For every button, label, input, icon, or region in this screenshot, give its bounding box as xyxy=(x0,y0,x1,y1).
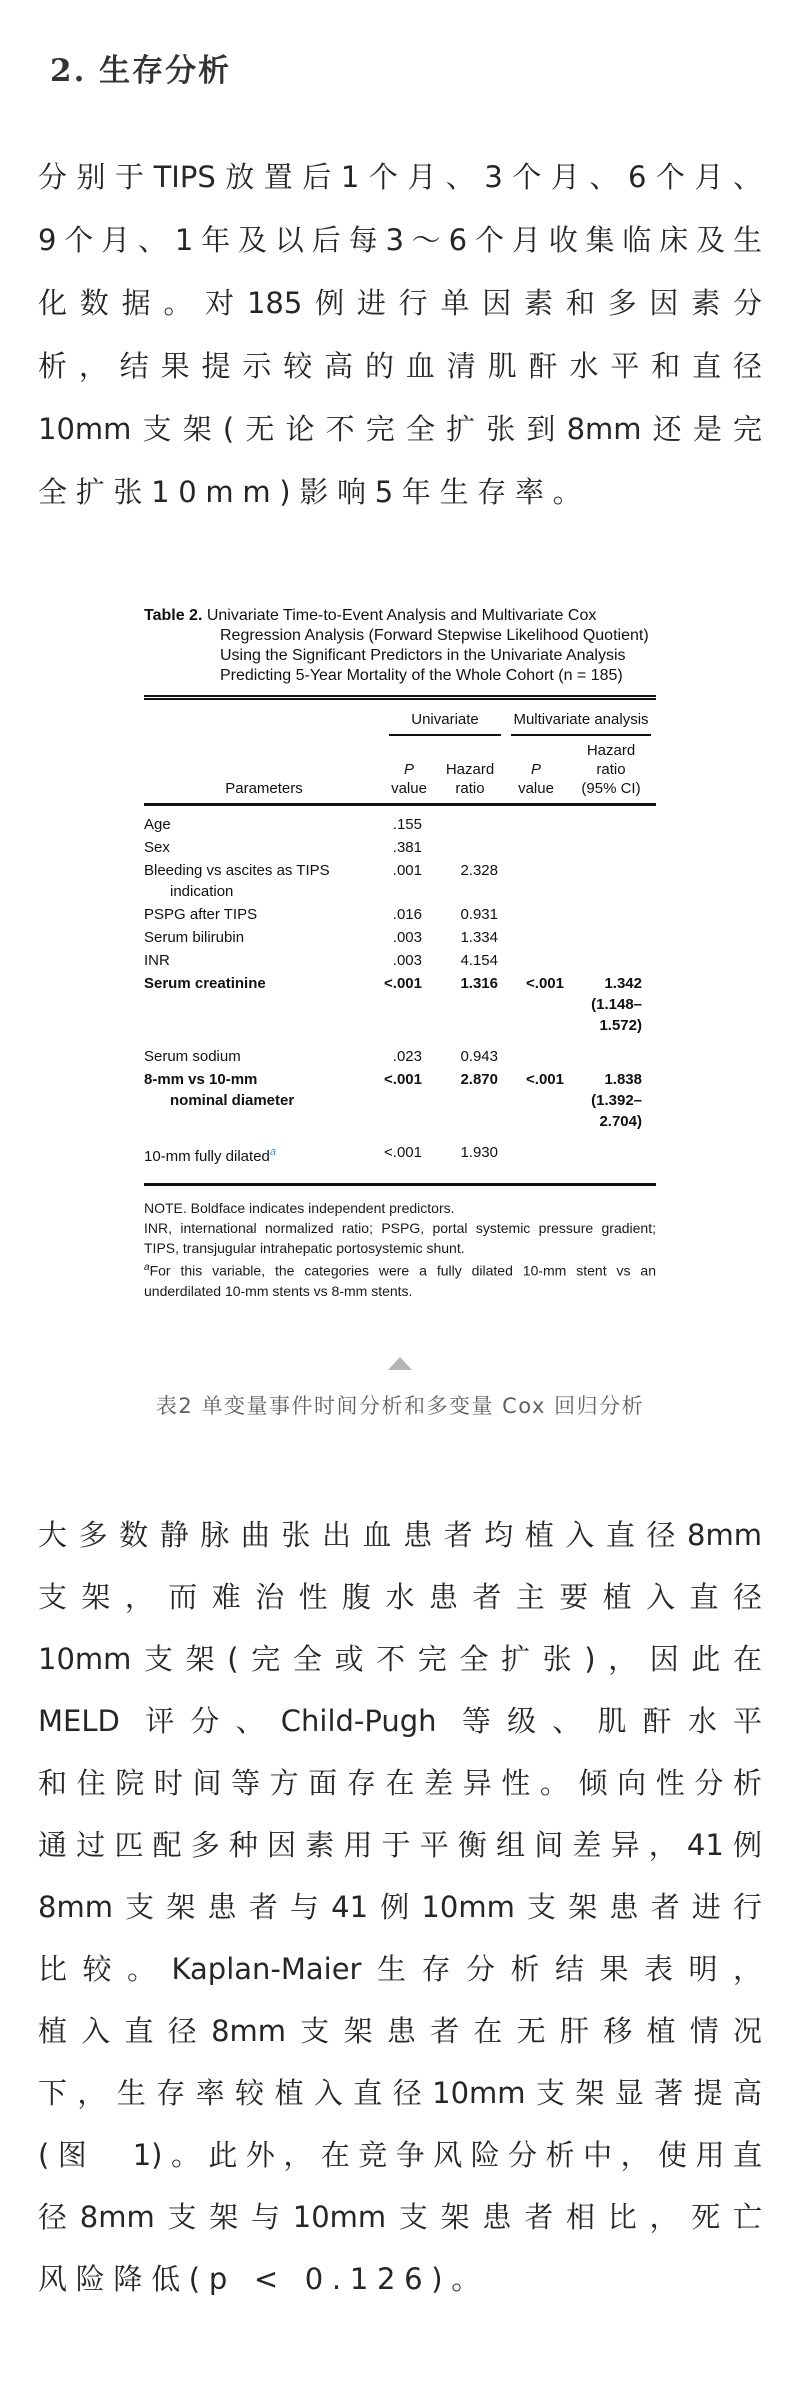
multivariate-hazard-ci-cell xyxy=(566,1133,656,1185)
multivariate-p-cell xyxy=(506,949,566,972)
text-line: 9个月、1年及以后每3～6个月收集临床及生 xyxy=(38,223,762,257)
univariate-p-cell: .016 xyxy=(392,906,422,923)
text-line: 10mm支架(无论不完全扩张到8mm还是完 xyxy=(38,412,762,446)
text-line: 全扩张10mm)影响5年生存率。 xyxy=(38,475,591,509)
multivariate-p-cell: <.001 xyxy=(526,1071,564,1088)
text-line: (图 1)。此外，在竞争风险分析中，使用直 xyxy=(38,2137,762,2172)
table-footnotes xyxy=(144,1198,656,1301)
parameter-cell: Serum sodium xyxy=(144,1048,241,1065)
group-univariate: Univariate xyxy=(389,710,501,736)
univariate-p-cell: <.001 xyxy=(384,975,422,992)
text-line: 径8mm支架与10mm支架患者相比，死亡 xyxy=(38,2199,762,2234)
parameter-cell: 8-mm vs 10-mm nominal diameter xyxy=(144,1071,295,1109)
multivariate-p-cell xyxy=(506,903,566,926)
figure-caption: 表2 单变量事件时间分析和多变量 Cox 回归分析 xyxy=(155,1393,645,1418)
multivariate-hazard-ci-cell xyxy=(566,926,656,949)
table-title-label: Table 2. xyxy=(144,607,203,624)
table-title xyxy=(144,606,656,686)
univariate-hazard-cell: 1.334 xyxy=(460,929,498,946)
univariate-hazard-cell: 0.943 xyxy=(460,1048,498,1065)
section-heading: 2. 生存分析 xyxy=(50,53,232,89)
table-row xyxy=(144,1068,656,1133)
table-row xyxy=(144,805,656,837)
table-row xyxy=(144,972,656,1037)
parameter-cell: PSPG after TIPS xyxy=(144,906,258,923)
text-line: 通过匹配多种因素用于平衡组间差异，41例 xyxy=(38,1827,762,1862)
univariate-hazard-cell: 0.931 xyxy=(460,906,498,923)
table-row xyxy=(144,903,656,926)
multivariate-p-cell xyxy=(506,805,566,837)
parameter-cell: Serum bilirubin xyxy=(144,929,245,946)
table-row xyxy=(144,926,656,949)
group-multivariate: Multivariate analysis xyxy=(511,710,651,736)
multivariate-hazard-ci-cell xyxy=(566,903,656,926)
multivariate-p-cell xyxy=(506,926,566,949)
col-uni-hazard-ratio: Hazard ratio xyxy=(434,737,506,805)
table2-figure xyxy=(144,606,656,1301)
multivariate-p-cell xyxy=(506,1133,566,1185)
univariate-p-cell: .001 xyxy=(392,862,422,879)
univariate-hazard-cell: 1.316 xyxy=(460,975,498,992)
table-row xyxy=(144,836,656,859)
column-header-row xyxy=(144,737,656,805)
text-line: 风险降低(p < 0.126)。 xyxy=(38,2261,489,2296)
multivariate-p-cell xyxy=(506,836,566,859)
univariate-p-cell: .023 xyxy=(392,1048,422,1065)
univariate-hazard-cell: 1.930 xyxy=(460,1144,498,1161)
table-title-text: Univariate Time-to-Event Analysis and Multivariate Cox Regression Analysis (Forward Stepwise Likelihood Quotient) Using the Significant Predictors in the Univariate Analysis Predicting 5-Year Mortality of the Whole Cohort (n = 185) xyxy=(206,607,649,684)
group-header-row xyxy=(144,698,656,738)
col-parameters: Parameters xyxy=(144,737,384,805)
figure-caption-block xyxy=(38,1357,762,1420)
footnote-marker: a xyxy=(269,1146,277,1158)
text-line: 析，结果提示较高的血清肌酐水平和直径 xyxy=(38,349,762,383)
univariate-hazard-cell: 4.154 xyxy=(460,952,498,969)
univariate-hazard-cell xyxy=(434,836,506,859)
table-row xyxy=(144,1133,656,1185)
group-header-spacer xyxy=(144,698,384,738)
multivariate-p-cell: <.001 xyxy=(526,975,564,992)
text-line: 植入直径8mm支架患者在无肝移植情况 xyxy=(38,2013,762,2048)
parameter-cell: Sex xyxy=(144,839,170,856)
parameter-cell: Serum creatinine xyxy=(144,975,266,992)
multivariate-p-cell xyxy=(506,1037,566,1068)
univariate-p-cell: .381 xyxy=(392,839,422,856)
text-line: 8mm支架患者与41例10mm支架患者进行 xyxy=(38,1889,762,1924)
footnote-note: NOTE. Boldface indicates independent predictors. xyxy=(144,1200,455,1216)
univariate-p-cell: <.001 xyxy=(384,1144,422,1161)
table-row xyxy=(144,859,656,903)
footnote-abbreviations: INR, international normalized ratio; PSPG, portal systemic pressure gradient; TIPS, transjugular intrahepatic portosystemic shunt. xyxy=(144,1220,656,1256)
text-line: 化数据。对185例进行单因素和多因素分 xyxy=(38,286,762,320)
col-multi-p-value: P value xyxy=(506,737,566,805)
footnote-a: $^a$For this variable, the categories were a fully dilated 10-mm stent vs an underdilated 10-mm stents vs 8-mm stents. xyxy=(144,1262,656,1299)
parameter-cell: Bleeding vs ascites as TIPS indication xyxy=(144,862,330,900)
univariate-p-cell: .003 xyxy=(392,952,422,969)
univariate-hazard-cell xyxy=(434,805,506,837)
text-line: 和住院时间等方面存在差异性。倾向性分析 xyxy=(38,1765,762,1800)
multivariate-hazard-ci-cell xyxy=(566,836,656,859)
parameter-cell: INR xyxy=(144,952,170,969)
univariate-p-cell: .003 xyxy=(392,929,422,946)
univariate-hazard-cell: 2.870 xyxy=(460,1071,498,1088)
col-multi-hazard-ratio-ci: Hazard ratio (95% CI) xyxy=(566,737,656,805)
text-line: 10mm支架(完全或不完全扩张)，因此在 xyxy=(38,1641,762,1676)
text-line: 大多数静脉曲张出血患者均植入直径8mm xyxy=(38,1517,762,1552)
paragraph-1 xyxy=(38,146,762,524)
multivariate-hazard-ci-cell xyxy=(566,949,656,972)
multivariate-hazard-ci-cell: 1.838 (1.392– 2.704) xyxy=(591,1071,642,1130)
text-line: 下，生存率较植入直径10mm支架显著提高 xyxy=(38,2075,762,2110)
text-line: 分别于TIPS放置后1个月、3个月、6个月、 xyxy=(38,160,762,194)
table-row xyxy=(144,1037,656,1068)
table2 xyxy=(144,695,656,1186)
multivariate-p-cell xyxy=(506,859,566,903)
col-uni-p-value: P value xyxy=(384,737,434,805)
multivariate-hazard-ci-cell xyxy=(566,859,656,903)
multivariate-hazard-ci-cell xyxy=(566,1037,656,1068)
text-line: 支架，而难治性腹水患者主要植入直径 xyxy=(38,1579,762,1614)
text-line: MELD 评分、Child-Pugh 等级、肌酐水平 xyxy=(38,1703,762,1738)
collapse-triangle-icon[interactable] xyxy=(388,1357,412,1370)
multivariate-hazard-ci-cell: 1.342 (1.148– 1.572) xyxy=(591,975,642,1034)
paragraph-2 xyxy=(38,1504,762,2310)
parameter-cell: Age xyxy=(144,816,171,833)
univariate-p-cell: .155 xyxy=(392,816,422,833)
parameter-cell: 10-mm fully dilated$^a$ xyxy=(144,1146,277,1165)
table-row xyxy=(144,949,656,972)
text-line: 比较。Kaplan-Maier生存分析结果表明， xyxy=(38,1951,762,1986)
univariate-hazard-cell: 2.328 xyxy=(460,862,498,879)
multivariate-hazard-ci-cell xyxy=(566,805,656,837)
univariate-p-cell: <.001 xyxy=(384,1071,422,1088)
